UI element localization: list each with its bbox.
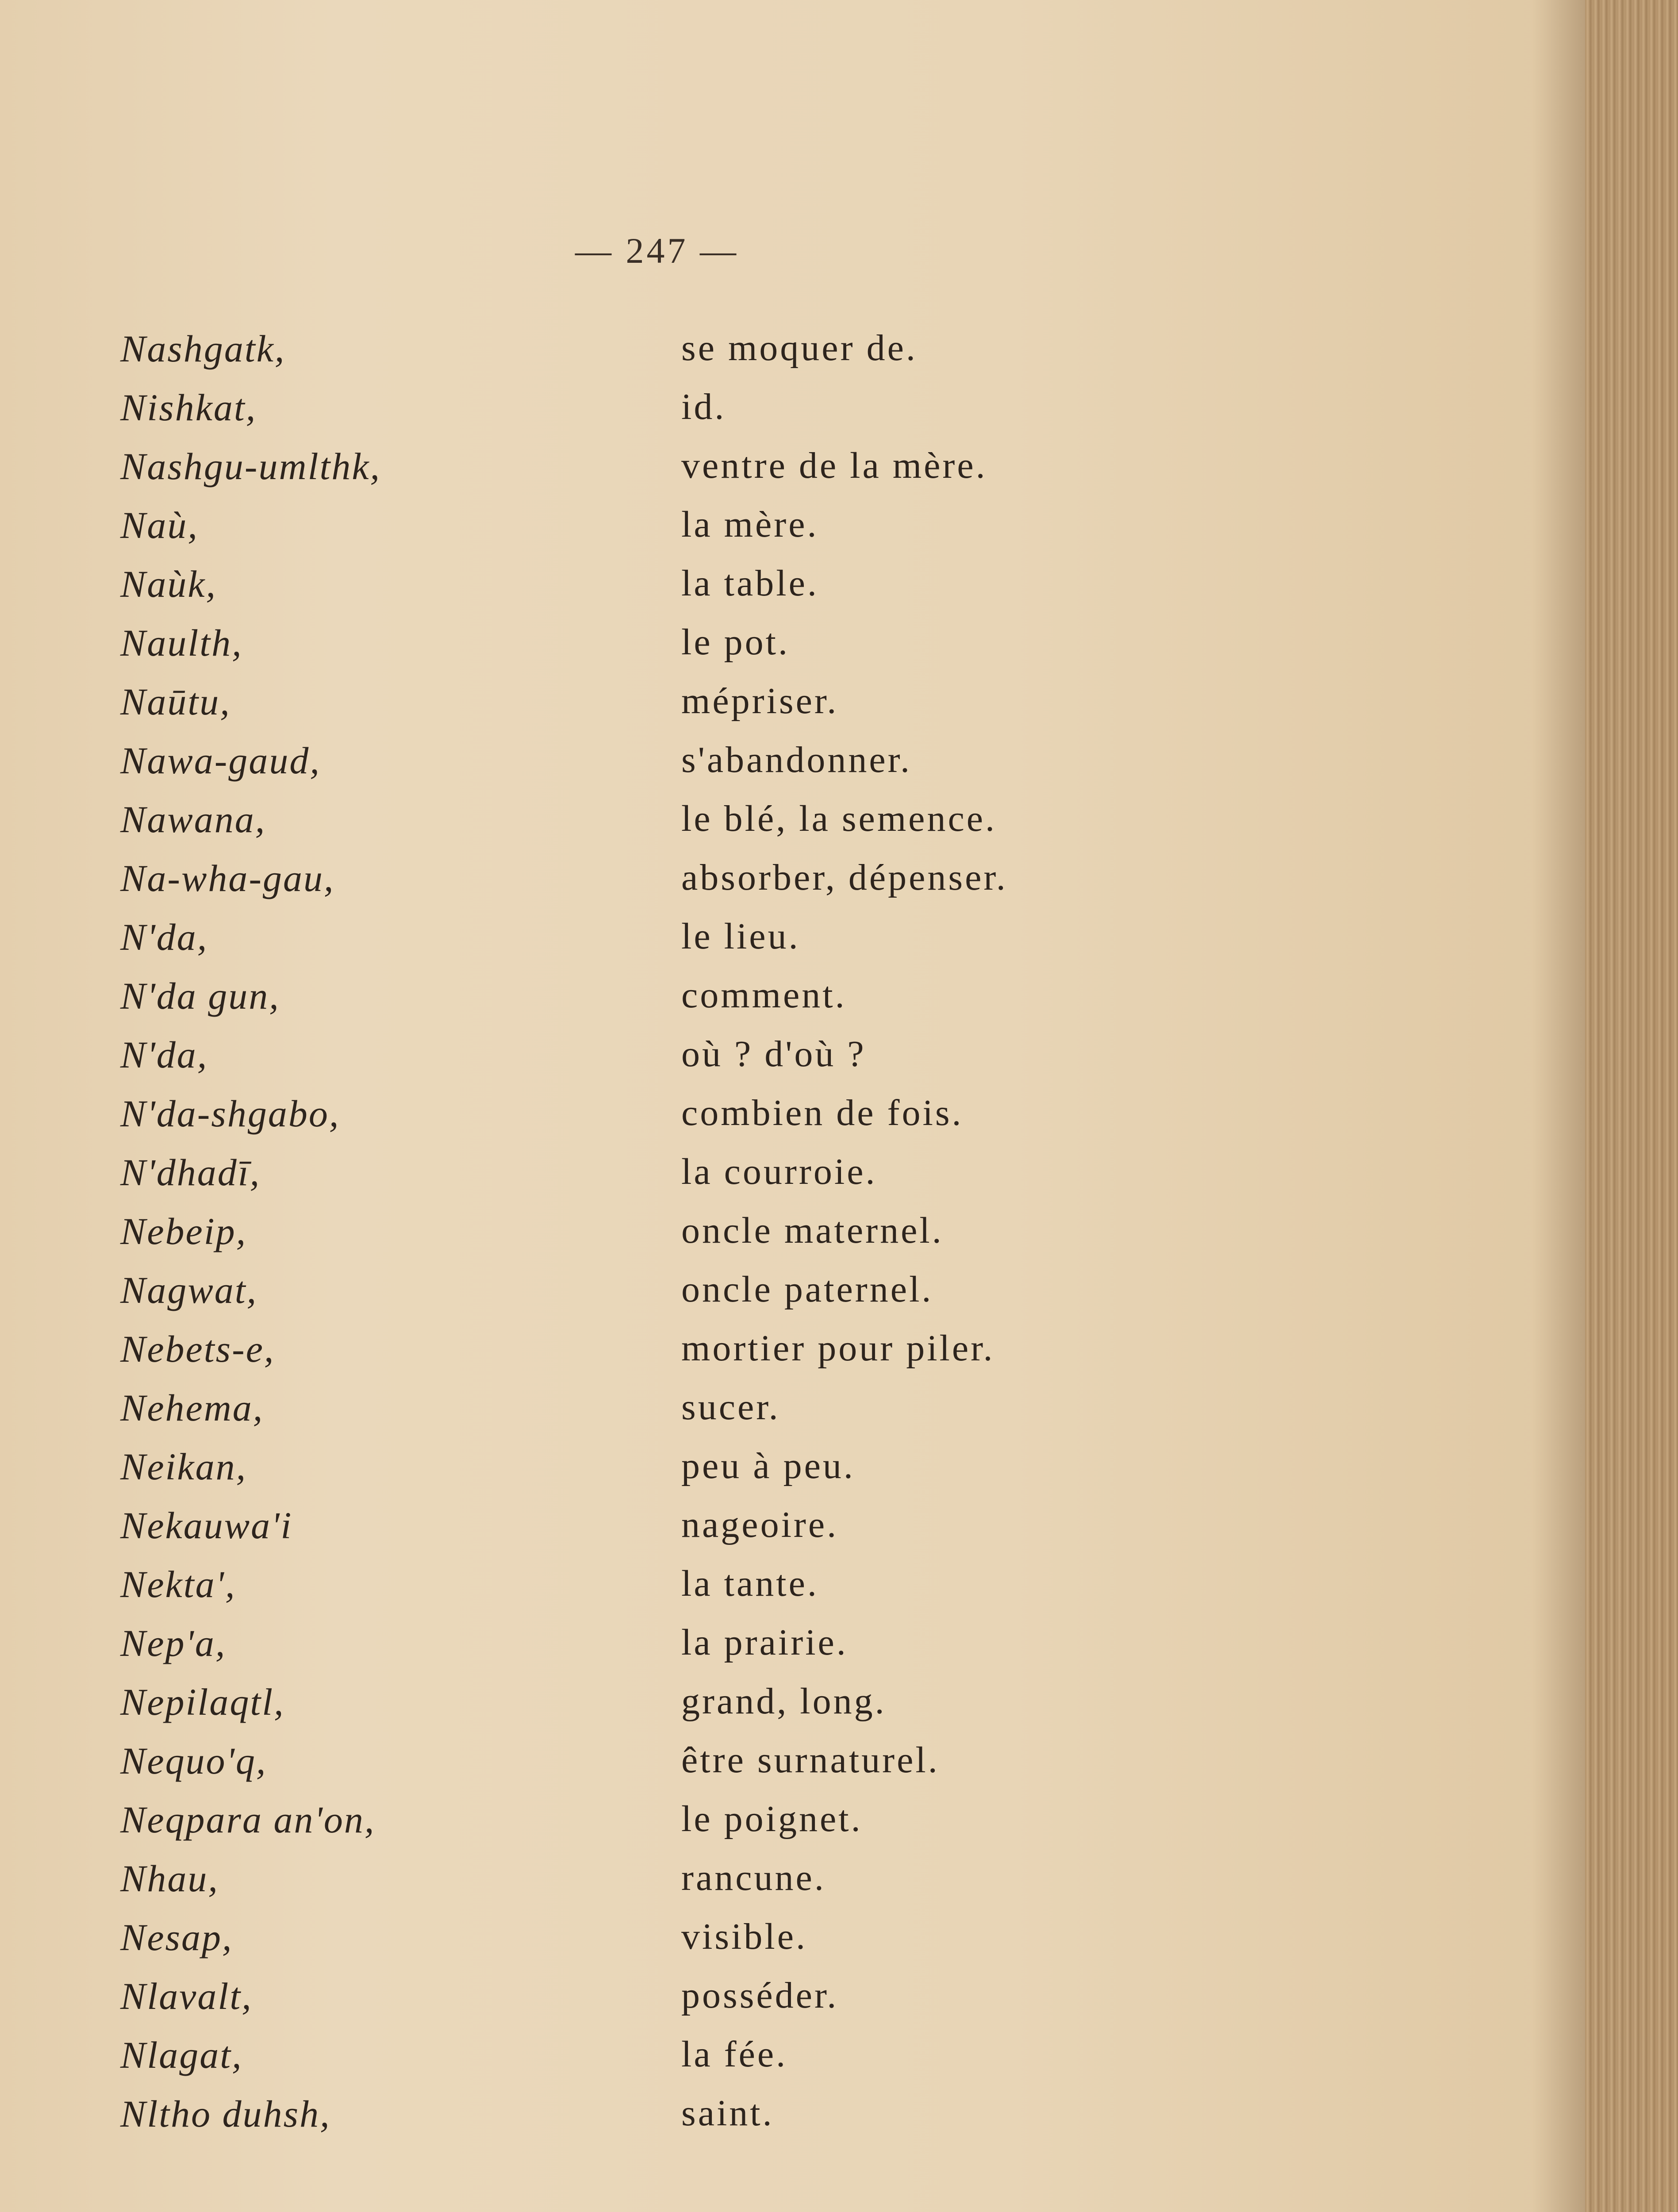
entry-term: N'da-shgabo, — [120, 1092, 340, 1135]
entry-definition: saint. — [681, 2093, 774, 2134]
page-gutter-shadow — [1532, 0, 1585, 2212]
entry-term: Nhau, — [120, 1857, 219, 1900]
entry-definition: se moquer de. — [681, 327, 918, 369]
glossary-entry — [120, 1562, 1138, 1621]
entry-definition: peu à peu. — [681, 1445, 855, 1486]
glossary-entry — [120, 2092, 1138, 2151]
entry-term: Nawa-gaud, — [120, 739, 321, 782]
glossary-entry — [120, 1739, 1138, 1797]
entry-definition: nageoire. — [681, 1504, 839, 1545]
entry-term: Neqpara an'on, — [120, 1798, 376, 1841]
entry-definition: ventre de la mère. — [681, 445, 987, 486]
entry-term: Na-wha-gau, — [120, 857, 335, 899]
glossary-entry — [120, 1503, 1138, 1562]
glossary-entry — [120, 1444, 1138, 1503]
entry-term: Nehema, — [120, 1386, 264, 1429]
entry-definition: rancune. — [681, 1857, 826, 1898]
entry-term: Nagwat, — [120, 1269, 258, 1311]
entry-term: Nebets-e, — [120, 1328, 275, 1370]
entry-term: Nashgatk, — [120, 327, 286, 370]
glossary-entry — [120, 856, 1138, 915]
entry-definition: comment. — [681, 975, 847, 1016]
entry-term: Nequo'q, — [120, 1740, 267, 1782]
glossary-entry — [120, 444, 1138, 503]
glossary-entry — [120, 1327, 1138, 1386]
entry-definition: la table. — [681, 563, 819, 604]
glossary-entry — [120, 738, 1138, 797]
entry-definition: la fée. — [681, 2034, 788, 2075]
entry-definition: le lieu. — [681, 916, 800, 957]
glossary-entry — [120, 621, 1138, 680]
entry-term: Naūtu, — [120, 680, 231, 723]
glossary-entry — [120, 1091, 1138, 1150]
entry-term: N'da, — [120, 1033, 208, 1076]
glossary-entry — [120, 562, 1138, 621]
entry-definition: la courroie. — [681, 1151, 877, 1192]
entry-term: Nawana, — [120, 798, 266, 841]
glossary-entry — [120, 1856, 1138, 1915]
glossary-entry — [120, 915, 1138, 974]
entry-definition: le blé, la semence. — [681, 798, 997, 839]
entry-term: Nebeip, — [120, 1210, 247, 1252]
entry-term: Naùk, — [120, 563, 217, 605]
entry-term: Nlavalt, — [120, 1975, 253, 2017]
entry-definition: la tante. — [681, 1563, 819, 1604]
entry-term: Neikan, — [120, 1445, 247, 1488]
entry-term: Nepilaqtl, — [120, 1681, 285, 1723]
glossary-entry — [120, 797, 1138, 856]
entry-term: Naulth, — [120, 622, 243, 664]
glossary-entry — [120, 326, 1138, 385]
glossary-entry — [120, 385, 1138, 444]
glossary-entry — [120, 1974, 1138, 2033]
entry-term: Nishkat, — [120, 386, 257, 429]
glossary-entry — [120, 1386, 1138, 1444]
entry-definition: oncle paternel. — [681, 1269, 933, 1310]
entry-definition: oncle maternel. — [681, 1210, 944, 1251]
entry-definition: mortier pour piler. — [681, 1328, 995, 1369]
glossary-entry — [120, 1268, 1138, 1327]
glossary-entry — [120, 680, 1138, 738]
entry-term: Nesap, — [120, 1916, 233, 1959]
page-number: — 247 — — [575, 230, 739, 271]
glossary-entry — [120, 1150, 1138, 1209]
glossary-entry — [120, 1797, 1138, 1856]
entry-definition: mépriser. — [681, 680, 839, 722]
glossary-entry — [120, 503, 1138, 562]
entry-definition: combien de fois. — [681, 1092, 964, 1133]
entry-definition: s'abandonner. — [681, 739, 912, 780]
entry-term: Nekta', — [120, 1563, 236, 1605]
entry-term: N'da gun, — [120, 975, 280, 1017]
entry-definition: le pot. — [681, 622, 790, 663]
glossary-entry — [120, 1033, 1138, 1091]
entry-definition: grand, long. — [681, 1681, 887, 1722]
book-page-edges — [1585, 0, 1678, 2212]
glossary-entry — [120, 1915, 1138, 1974]
entry-term: N'dhadī, — [120, 1151, 261, 1194]
entry-term: Nep'a, — [120, 1622, 227, 1664]
entry-definition: être surnaturel. — [681, 1740, 940, 1781]
glossary-entry — [120, 2033, 1138, 2092]
entry-definition: la prairie. — [681, 1622, 848, 1663]
entry-definition: posséder. — [681, 1975, 839, 2016]
glossary-entry — [120, 974, 1138, 1033]
entry-definition: visible. — [681, 1916, 807, 1957]
entry-definition: où ? d'où ? — [681, 1033, 866, 1075]
entry-definition: la mère. — [681, 504, 819, 545]
entry-definition: absorber, dépenser. — [681, 857, 1008, 898]
glossary-entry — [120, 1209, 1138, 1268]
entry-definition: sucer. — [681, 1386, 780, 1428]
entry-term: Nltho duhsh, — [120, 2093, 331, 2135]
glossary-entry — [120, 1621, 1138, 1680]
entry-term: N'da, — [120, 916, 208, 958]
glossary-list — [120, 326, 1138, 2151]
entry-term: Nekauwa'i — [120, 1504, 293, 1547]
glossary-entry — [120, 1680, 1138, 1739]
entry-definition: id. — [681, 386, 726, 427]
entry-term: Nashgu-umlthk, — [120, 445, 381, 488]
entry-term: Naù, — [120, 504, 199, 546]
entry-definition: le poignet. — [681, 1798, 863, 1839]
entry-term: Nlagat, — [120, 2034, 243, 2076]
